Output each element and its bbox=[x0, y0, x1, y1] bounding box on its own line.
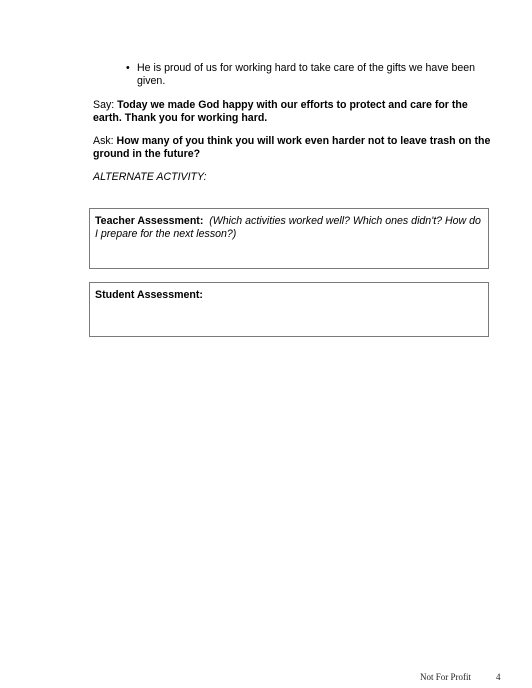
student-assessment-label: Student Assessment: bbox=[95, 289, 203, 301]
bullet-dot: • bbox=[126, 62, 130, 74]
alternate-activity-heading: ALTERNATE ACTIVITY: bbox=[93, 171, 207, 183]
teacher-assessment-box bbox=[89, 208, 489, 269]
ask-prefix: Ask: bbox=[93, 135, 117, 147]
student-assessment-box bbox=[89, 282, 489, 337]
page-number: 4 bbox=[496, 672, 501, 682]
bullet-text: He is proud of us for working hard to take care of the gifts we have been given. bbox=[137, 62, 476, 87]
teacher-assessment-note: (Which activities worked well? Which ones didn't? How do I prepare for the next lesson?) bbox=[95, 215, 481, 240]
ask-paragraph bbox=[93, 135, 498, 160]
teacher-assessment-label: Teacher Assessment: bbox=[95, 215, 204, 227]
footer-text: Not For Profit bbox=[420, 672, 472, 682]
say-text: Today we made God happy with our efforts to protect and care for the earth. Thank you for working hard. bbox=[93, 99, 468, 124]
say-prefix: Say: bbox=[93, 99, 118, 111]
ask-text: How many of you think you will work even harder not to leave trash on the ground in the future? bbox=[93, 135, 491, 160]
say-paragraph bbox=[93, 99, 498, 124]
